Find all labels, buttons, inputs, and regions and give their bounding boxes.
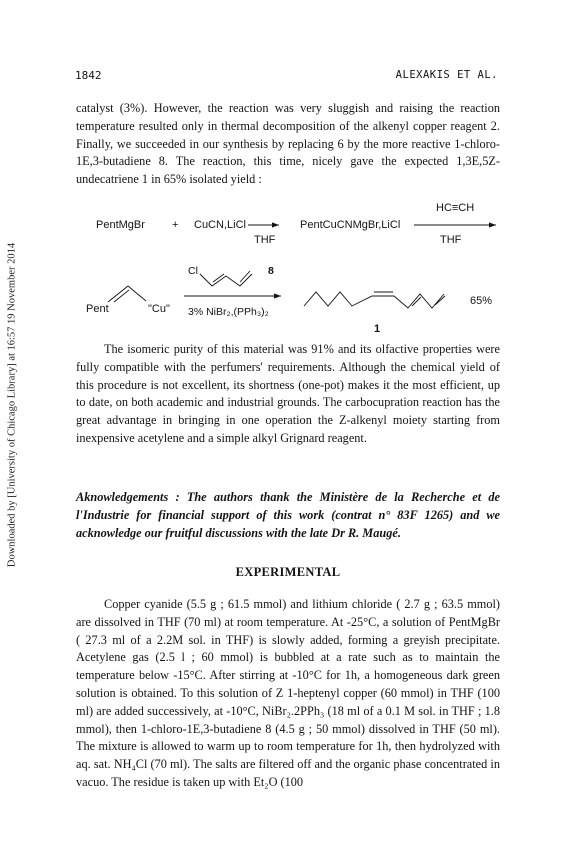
intro-text: catalyst (3%). However, the reaction was very sluggish and raising the reaction temperature resulted only in thermal decomposition of the alkenyl copper reagent 2. Finally, we succeeded in our synthesis by replacing 6 by the more reactive 1-chloro-1E,3-butadiene 8. The reaction, this time, nicely gave the expected 1,3E,5Z-undecatriene 1 in 65% isolated yield : [76,101,500,187]
discussion-text: The isomeric purity of this material was 91% and its olfactive properties were fully compatible with the perfumers' requirements. Although the chemical yield of this procedure is not excellent, its shortness (one-pot) makes it the most efficient, up to date, on both academic and industrial grounds. The carbocupration reaction has the great advantage in bringing in one operation the Z-alkenyl moiety starting from inexpensive acetylene and a simple alkyl Grignard reagent. [76,342,500,445]
download-watermark [4,180,20,630]
alkenyl-cu-label: "Cu" [148,303,170,315]
product-label: 1 [374,323,381,335]
experimental-heading: EXPERIMENTAL [235,565,341,579]
download-note: Downloaded by [University of Chicago Library] at 16:57 19 November 2014 [6,242,18,568]
catalyst-nibr2: 3% NiBr₂,(PPh₃)₂ [188,306,269,318]
acknowledgements-text: Aknowledgements : The authors thank the Ministère de la Recherche et de l'Industrie for financial support of this work (contrat n° 83F 1265) and we acknowledge our fruitful discussions with the late Dr R. Maugé. [76,490,500,540]
discussion-paragraph [76,341,500,448]
chloro-atom: Cl [188,265,198,277]
plus-sign: + [172,219,179,231]
intro-paragraph [76,100,500,189]
solvent-thf-1: THF [254,234,276,246]
alkenyl-bonds [108,286,146,302]
undecatriene-chain [304,292,444,308]
alkenyl-pent-label: Pent [86,303,109,315]
product-cuprate: PentCuCNMgBr,LiCl [300,219,401,231]
chlorobutadiene-chain [200,274,252,286]
running-head: ALEXAKIS ET AL. [395,69,498,81]
chlorobutadiene-double-bond-2 [240,271,250,282]
chloro-compound-label: 8 [268,265,274,277]
chlorobutadiene-double-bond-1 [213,274,224,282]
acknowledgements-paragraph [76,489,500,542]
reaction-scheme [76,182,500,342]
reagent-acetylene: HC≡CH [436,202,475,214]
experimental-text: Copper cyanide (5.5 g ; 61.5 mmol) and lithium chloride ( 2.7 g ; 63.5 mmol) are dissolved in THF (70 ml) at room temperature. At -25°C, a solution of PentMgBr ( 27.3 ml of a 2.2M sol. in THF) is slowly added, forming a greyish precipitate. Acetylene gas (2.5 l ; 60 mmol) is bubbled at a rate such as to maintain the temperature below -15°C. After stirring at -10°C for 1h, a homogeneous dark green solution is obtained. To this solution of Z 1-heptenyl copper (60 mmol) in THF (100 ml) are added successively, at -10°C, NiBr₂.2PPh₃ (18 ml of a 0.1 M sol. in THF ; 1.8 mmol), then 1-chloro-1E,3-butadiene 8 (4.5 g ; 50 mmol) dissolved in THF (50 ml). The mixture is allowed to warm up to room temperature for 1h, then hydrolyzed with aq. sat. NH₄Cl (70 ml). The salts are filtered off and the organic phase concentrated in vacuo. The residue is taken up with Et₂O (100 [76,597,500,789]
alkenyl-double-bond [114,290,129,302]
experimental-paragraph [76,596,500,792]
solvent-thf-2: THF [440,234,462,246]
reactant-pentmgbr: PentMgBr [96,219,145,231]
yield-value: 65% [470,295,493,307]
undecatriene-double-bond-terminal [435,296,445,305]
page-number: 1842 [75,69,102,82]
reactant-cucn-licl: CuCN,LiCl [194,219,246,231]
